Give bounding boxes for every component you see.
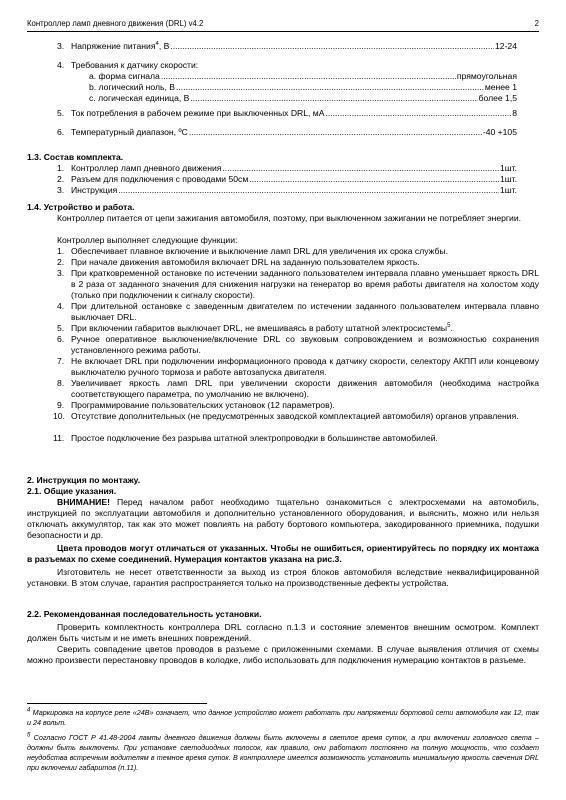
dot-leader: [190, 93, 477, 104]
sequence-paragraph: Проверить комплектность контроллера DRL согласно п.1.3 и состояние элементов внешним осмотром. Комплект должен быть чистым и не иметь внешних повреждений.: [27, 622, 539, 643]
function-item: При длительной остановке с заведенным двигателем по истечении заданного пользователем интервала плавно выключает DRL.: [71, 301, 539, 322]
dot-leader: [189, 127, 482, 138]
attention-label: ВНИМАНИЕ!: [57, 497, 110, 507]
dot-leader: [170, 41, 494, 52]
spec-4b-label: b. логический ноль, В: [89, 82, 176, 92]
kit-item: [71, 163, 517, 174]
function-number: 8.: [57, 378, 65, 388]
function-item: При кратковременной остановке по истечении заданного пользователем интервала плавно уменьшает яркость DRL в 2 раза от заданного значения для снижения нагрузки на генератор во время работы двигателя на холостом ходу (только при подключении к сигналу скорости).: [71, 268, 539, 300]
operation-heading: 1.4. Устройство и работа.: [27, 202, 135, 212]
spec-4b-row: [89, 82, 517, 93]
kit-item: [71, 174, 517, 185]
dot-leader: [325, 108, 511, 119]
kit-item-number: 3.: [57, 185, 65, 195]
function-number: 5.: [57, 323, 65, 333]
spec-4c-value: более 1,5: [478, 93, 517, 103]
spec-5-value: 8: [512, 108, 517, 118]
dot-leader: [118, 185, 499, 196]
spec-4a-value: прямоугольная: [456, 71, 517, 81]
sequence-paragraph: Сверить совпадение цветов проводов в разъеме с приложенными схемами. В случае выявления отличия от схемы можно произвести перестановку проводов в колодке, либо использовать для подключения нумерацию контактов в разъеме.: [27, 644, 539, 665]
spec-5-row: [71, 108, 517, 119]
dot-leader: [176, 82, 484, 93]
kit-item: [71, 185, 517, 196]
spec-4c-row: [89, 93, 517, 104]
spec-6-value: -40 +105: [482, 127, 517, 137]
header-title: Контроллер ламп дневного движения (DRL) v4.2: [27, 19, 204, 28]
function-number: 4.: [57, 301, 65, 311]
spec-3-number: 3.: [57, 41, 65, 51]
function-number: 3.: [57, 268, 65, 278]
kit-item-qty: 1шт.: [499, 174, 517, 184]
spec-3-row: [71, 41, 517, 52]
kit-item-number: 1.: [57, 163, 65, 173]
footnote: [27, 708, 539, 728]
footnote: [27, 733, 539, 773]
function-item: [71, 323, 539, 334]
general-heading: 2.1. Общие указания.: [27, 486, 117, 496]
dot-leader: [222, 163, 499, 174]
footnote-ref-4: 4: [155, 41, 159, 48]
function-item-tail: .: [450, 323, 453, 333]
function-item: Программирование пользовательских установок (12 параметров).: [71, 400, 335, 410]
install-heading: 2. Инструкция по монтажу.: [27, 475, 141, 485]
function-item: При начале движения автомобиля включает DRL на заданную пользователем яркость.: [71, 257, 420, 267]
attention-paragraph: [27, 497, 539, 541]
kit-item-qty: 1шт.: [499, 185, 517, 195]
footnote-mark: 4: [27, 707, 31, 714]
footnote-text: Согласно ГОСТ Р 41.48-2004 лампы дневного движения должны быть включены в светлое время суток, а при включении головного света – должны быть выключены. При установке светодиодных полосок, как правило, они работают постоянно на полную мощность, что создает неудобства встречным водителям в темное время суток. В контроллере имеется возможность установить минимальную яркость свечения DRL при включении габаритов (п.11).: [27, 733, 539, 772]
function-item: Простое подключение без разрыва штатной электропроводки в большинстве автомобилей.: [71, 433, 438, 443]
spec-4-number: 4.: [57, 60, 65, 70]
dot-leader: [249, 174, 499, 185]
spec-4b-value: менее 1: [484, 82, 517, 92]
spec-4-label: Требования к датчику скорости:: [71, 60, 199, 70]
function-number: 10.: [53, 411, 65, 421]
liability-paragraph: Изготовитель не несет ответственности за выход из строя блоков автомобиля вследствие неквалифицированной установки. В этом случае, гарантия распространяется только на производственные дефекты устройства.: [27, 567, 539, 588]
function-number: 7.: [57, 356, 65, 366]
function-number: 2.: [57, 257, 65, 267]
dot-leader: [161, 71, 456, 82]
kit-item-number: 2.: [57, 174, 65, 184]
spec-3-value: 12-24: [495, 41, 517, 51]
function-item: Обеспечивает плавное включение и выключение ламп DRL для увеличения их срока службы.: [71, 246, 448, 256]
kit-item-label: Инструкция: [71, 185, 118, 195]
function-item: Не включает DRL при подключении информационного провода к датчику скорости, селектору АКПП или концевому выключателю ручного тормоза и работе автозапуска двигателя.: [71, 356, 539, 377]
footnote-ref-5: 5: [447, 323, 451, 330]
spec-6-number: 6.: [57, 127, 65, 137]
function-number: 9.: [57, 400, 65, 410]
function-number: 11.: [53, 433, 65, 443]
footnote-text: Маркировка на корпусе реле «24В» означает, что данное устройство может работать при напряжении бортовой сети автомобиля как 12, так и 24 вольт.: [27, 708, 540, 727]
function-number: 1.: [57, 246, 65, 256]
kit-item-label: Разъем для подключения с проводами 50см: [71, 174, 249, 184]
page-header: [27, 17, 539, 32]
function-item-text: При включении габаритов выключает DRL, не вмешиваясь в работу штатной электросистемы: [71, 323, 448, 333]
wire-color-warning: Цвета проводов могут отличаться от указанных. Чтобы не ошибиться, ориентируйтесь по порядку их монтажа в разъемах по схеме соединений. Нумерация контактов указана на рис.3.: [27, 543, 539, 564]
function-number: 6.: [57, 334, 65, 344]
spec-4a-row: [89, 71, 517, 82]
kit-item-label: Контроллер ламп дневного движения: [71, 163, 222, 173]
spec-6-row: [71, 127, 517, 138]
page-number: 2: [534, 19, 539, 28]
kit-item-qty: 1шт.: [499, 163, 517, 173]
attention-text: Перед началом работ необходимо тщательно ознакомиться с электросхемами на автомобиль, инструкцией по эксплуатации автомобиля и дополнительно установленного оборудования, и выяснить, можно или нельзя отключать аккумулятор, так как это может повлиять на работу бортового компьютера, закодированного приемника, подушки безопасности и др.: [27, 497, 539, 540]
spec-3-unit: , В: [158, 41, 170, 51]
spec-5-number: 5.: [57, 108, 65, 118]
spec-4c-label: c. логическая единица, В: [89, 93, 190, 103]
spec-3-label: Напряжение питания: [71, 41, 156, 51]
sequence-heading: 2.2. Рекомендованная последовательность установки.: [27, 609, 262, 619]
spec-4a-label: a. форма сигнала: [89, 71, 160, 81]
footnote-mark: 5: [27, 732, 31, 739]
spec-6-label: Температурный диапазон, ºС: [71, 127, 188, 137]
functions-intro: Контроллер выполняет следующие функции:: [57, 235, 238, 245]
spec-5-label: Ток потребления в рабочем режиме при выключенных DRL, мА: [71, 108, 325, 118]
footnote-separator: [27, 703, 207, 704]
function-item: Увеличивает яркость ламп DRL при увеличении скорости движения автомобиля (необходима настройка соответствующего параметра, по умолчанию не включено).: [71, 378, 539, 399]
function-item: Ручное оперативное выключение/включение DRL со звуковым сопровождением и возможностью сохранения установленного режима работы.: [71, 334, 539, 355]
kit-heading: 1.3. Состав комплекта.: [27, 152, 124, 162]
function-item: Отсутствие дополнительных (не предусмотренных заводской комплектацией автомобиля) органов управления.: [71, 411, 519, 421]
operation-intro: Контроллер питается от цепи зажигания автомобиля, поэтому, при выключенном зажигании не потребляет энергии.: [57, 213, 522, 223]
